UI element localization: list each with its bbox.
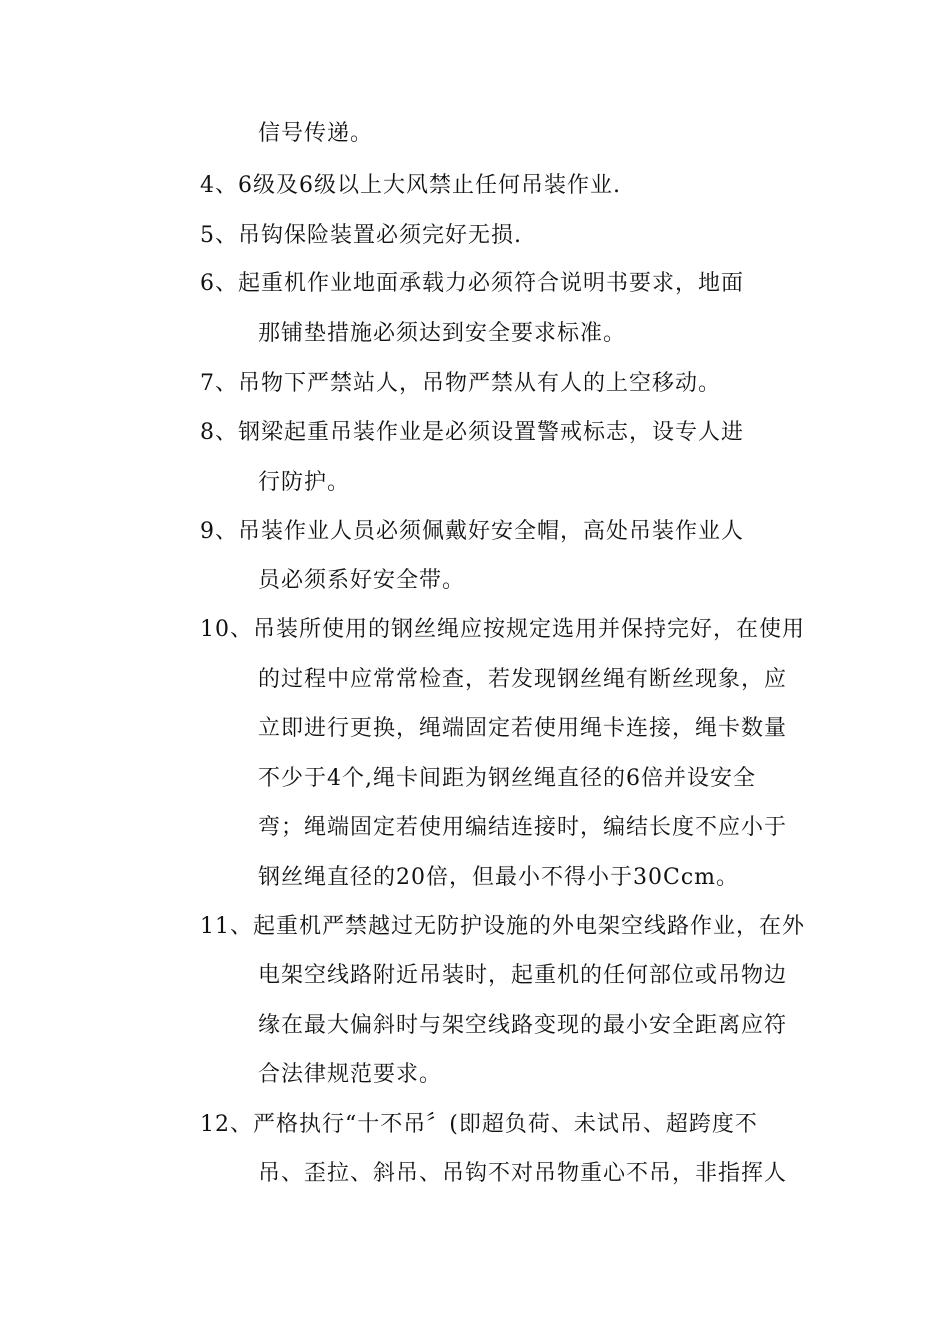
text-line-16: 钢丝绳直径的20倍，但最小不得小于30Ccm。 [258, 865, 740, 890]
text-line-7: 8、钢梁起重吊装作业是必须设置警戒标志，设专人进 [200, 420, 744, 445]
text-line-18: 电架空线路附近吊装时，起重机的任何部位或吊物边 [258, 963, 788, 988]
text-line-17: 11、起重机严禁越过无防护设施的外电架空线路作业，在外 [200, 914, 805, 939]
text-line-10: 员必须系好安全带。 [258, 568, 466, 593]
text-line-1: 信号传递。 [258, 121, 374, 146]
text-line-4: 6、起重机作业地面承载力必须符合说明书要求，地面 [200, 271, 744, 296]
text-line-12: 的过程中应常常检查，若发现钢丝绳有断丝现象，应 [258, 667, 788, 692]
text-line-15: 弯；绳端固定若使用编结连接时，编结长度不应小于 [258, 815, 788, 840]
text-line-6: 7、吊物下严禁站人，吊物严禁从有人的上空移动。 [200, 371, 721, 396]
text-line-5: 那铺垫措施必须达到安全要求标准。 [258, 321, 627, 346]
text-line-21: 12、严格执行“十不吊〞(即超负荷、未试吊、超跨度不 [200, 1112, 758, 1137]
text-line-3: 5、吊钩保险装置必须完好无损. [200, 223, 522, 248]
text-line-2: 4、6级及6级以上大风禁止任何吊装作业. [200, 173, 621, 198]
text-line-19: 缘在最大偏斜时与架空线路变现的最小安全距离应符 [258, 1013, 788, 1038]
text-line-11: 10、吊装所使用的钢丝绳应按规定选用并保持完好，在使用 [200, 617, 805, 642]
text-line-22: 吊、歪拉、斜吊、吊钩不对吊物重心不吊，非指挥人 [258, 1161, 788, 1186]
text-line-14: 不少于4个,绳卡间距为钢丝绳直径的6倍并设安全 [258, 766, 756, 791]
text-line-13: 立即进行更换，绳端固定若使用绳卡连接，绳卡数量 [258, 716, 788, 741]
text-line-8: 行防护。 [258, 470, 351, 495]
text-line-9: 9、吊装作业人员必须佩戴好安全帽，高处吊装作业人 [200, 519, 744, 544]
text-line-20: 合法律规范要求。 [258, 1062, 443, 1087]
